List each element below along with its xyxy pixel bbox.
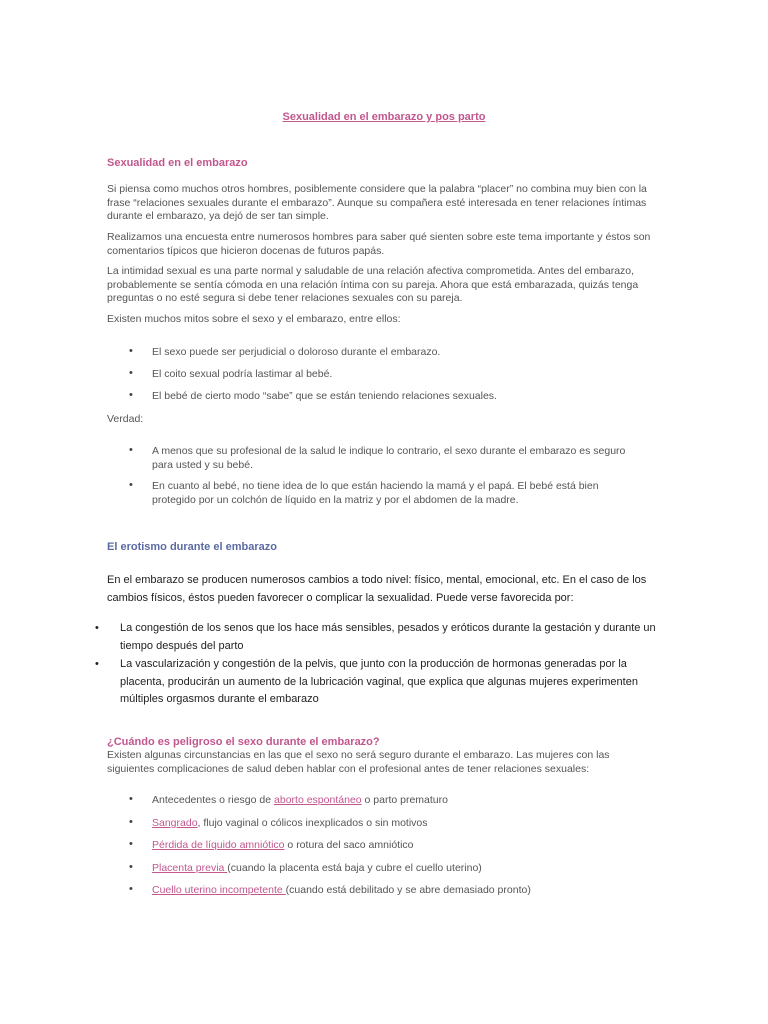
document-title: Sexualidad en el embarazo y pos parto — [282, 111, 486, 123]
heading-erotismo: El erotismo durante el embarazo — [107, 541, 277, 553]
bullet-icon: • — [129, 883, 133, 895]
bullet-icon: • — [129, 861, 133, 873]
truth-label: Verdad: — [107, 413, 144, 425]
list-item: • La vascularización y congestión de la pelvis, que junto con la producción de hormonas generadas por la placenta, producirán un aumento de la lubricación vaginal, que explica que algunas mujeres experimenten múltiples orgasmos durante el embarazo — [95, 658, 638, 705]
bullet-icon: • — [129, 389, 133, 401]
list-item: • Cuello uterino incompetente (cuando está debilitado y se abre demasiado pronto) — [129, 883, 531, 896]
bullet-icon: • — [129, 367, 133, 379]
list-item: • El sexo puede ser perjudicial o doloroso durante el embarazo. — [129, 345, 441, 358]
list-item: • Antecedentes o riesgo de aborto espontáneo o parto prematuro — [129, 793, 448, 806]
link-cuello-uterino[interactable]: Cuello uterino incompetente — [152, 884, 286, 896]
list-item: • Placenta previa (cuando la placenta está baja y cubre el cuello uterino) — [129, 861, 482, 874]
paragraph-peligroso: Existen algunas circunstancias en las que el sexo no será seguro durante el embarazo. Las mujeres con las siguientes complicaciones de salud deben hablar con el profesional antes de tener relaciones sexuales: — [107, 749, 610, 775]
link-perdida-liquido[interactable]: Pérdida de líquido amniótico — [152, 839, 285, 851]
bullet-icon: • — [95, 658, 99, 670]
bullet-icon: • — [129, 345, 133, 357]
link-placenta-previa[interactable]: Placenta previa — [152, 862, 228, 874]
bullet-icon: • — [129, 816, 133, 828]
bullet-icon: • — [129, 479, 133, 491]
paragraph-3: La intimidad sexual es una parte normal y saludable de una relación afectiva comprometida. Antes del embarazo, probablemente se sentía cómoda en una relación íntima con su pareja. Ahora que está embarazada, quizás tenga preguntas o no esté segura si debe tener relaciones sexuales con su pareja. — [107, 265, 639, 304]
bullet-icon: • — [129, 444, 133, 456]
heading-peligroso: ¿Cuándo es peligroso el sexo durante el embarazo? — [107, 736, 380, 748]
list-item: • Pérdida de líquido amniótico o rotura del saco amniótico — [129, 838, 414, 851]
list-item: • Sangrado, flujo vaginal o cólicos inexplicados o sin motivos — [129, 816, 428, 829]
list-item: • En cuanto al bebé, no tiene idea de lo que están haciendo la mamá y el papá. El bebé está bien protegido por un colchón de líquido en la matriz y por el abdomen de la madre. — [129, 479, 599, 506]
bullet-icon: • — [129, 793, 133, 805]
list-item: • La congestión de los senos que los hace más sensibles, pesados y eróticos durante la gestación y durante un tiempo después del parto — [95, 622, 656, 652]
paragraph-erotismo: En el embarazo se producen numerosos cambios a todo nivel: físico, mental, emocional, etc. En el caso de los cambios físicos, éstos pueden favorecer o complicar la sexualidad. Puede verse favorecida por: — [107, 574, 647, 604]
bullet-icon: • — [129, 838, 133, 850]
list-item: • El coito sexual podría lastimar al bebé. — [129, 367, 333, 380]
link-sangrado[interactable]: Sangrado — [152, 817, 198, 829]
list-item: • A menos que su profesional de la salud le indique lo contrario, el sexo durante el embarazo es seguro para usted y su bebé. — [129, 444, 626, 471]
link-aborto-espontaneo[interactable]: aborto espontáneo — [274, 794, 362, 806]
list-item: • El bebé de cierto modo “sabe” que se están teniendo relaciones sexuales. — [129, 389, 497, 402]
paragraph-2: Realizamos una encuesta entre numerosos hombres para saber qué sienten sobre este tema importante y éstos son comentarios típicos que hicieron docenas de futuros papás. — [107, 231, 651, 257]
paragraph-1: Si piensa como muchos otros hombres, posiblemente considere que la palabra “placer” no combina muy bien con la frase “relaciones sexuales durante el embarazo”. Aunque su compañera esté interesada en tener relaciones íntimas durante el embarazo, ya dejó de ser tan simple. — [107, 183, 647, 222]
heading-sexualidad: Sexualidad en el embarazo — [107, 157, 248, 169]
bullet-icon: • — [95, 622, 99, 634]
paragraph-4: Existen muchos mitos sobre el sexo y el embarazo, entre ellos: — [107, 313, 401, 325]
